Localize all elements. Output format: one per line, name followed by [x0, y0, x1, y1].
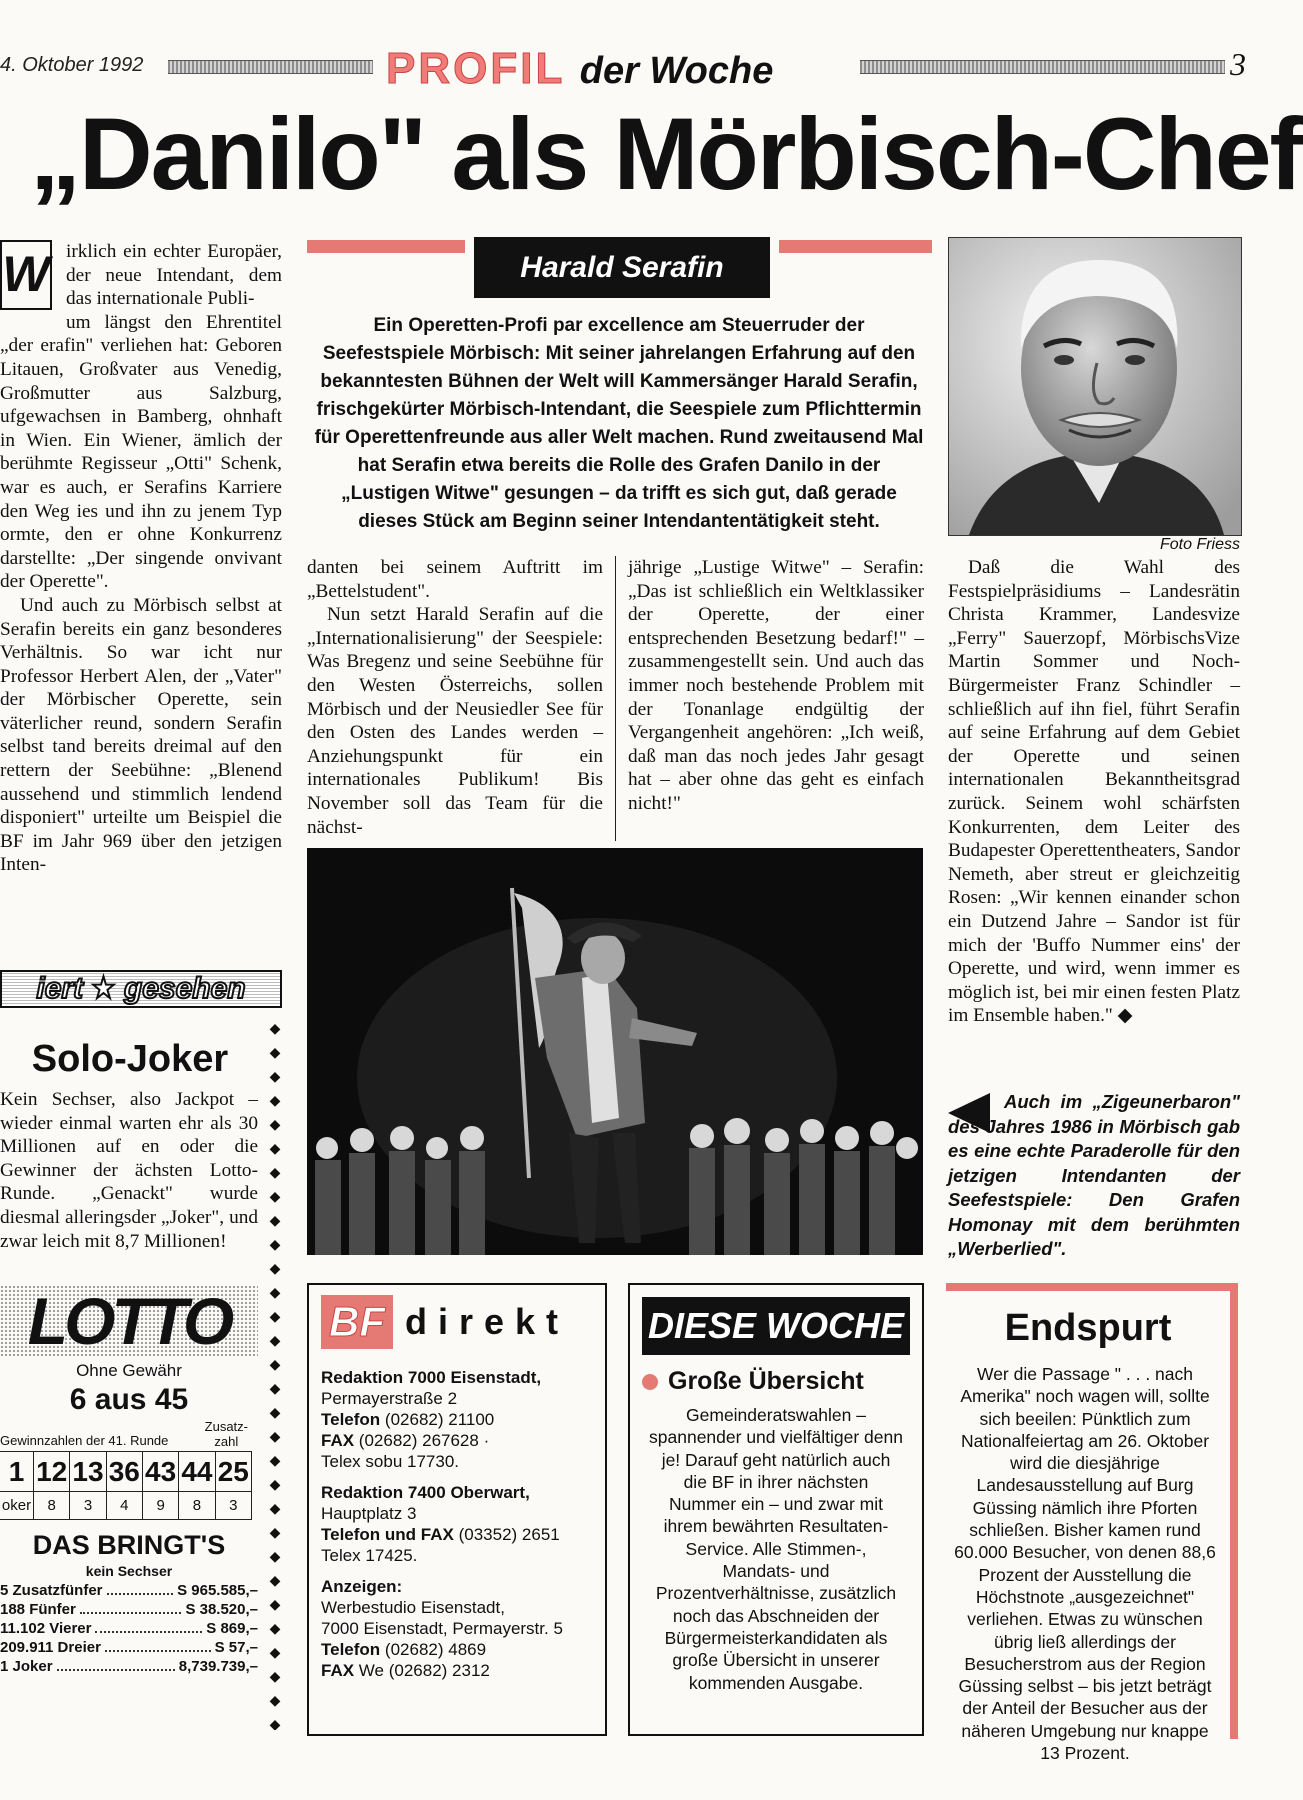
- byline: Harald Serafin: [474, 237, 770, 298]
- tel-number: (02682) 21100: [384, 1410, 495, 1429]
- diese-woche-title: DIESE WOCHE: [642, 1297, 910, 1355]
- contact-line: 7000 Eisenstadt, Permayerstr. 5: [321, 1619, 563, 1638]
- red-bullet-icon: [642, 1374, 658, 1390]
- portrait-illustration: [949, 238, 1241, 535]
- contact-heading: Redaktion 7000 Eisenstadt,: [321, 1368, 542, 1387]
- solo-joker-title: Solo-Joker: [31, 1038, 229, 1080]
- col3-paragraph-1: jährige „Lustige Witwe" – Serafin: „Das ist schließlich ein Weltklassiker der Operette, der einer entsprechenden Besetzung bedarf!" – zusammengestellt sein. Und auch das immer noch bestehende Problem mit der Tonanlage endgültig der Vergangenheit angehören: „Ich weiß, daß man das noch jedes Jahr gesagt hat – aber ohne das geht es einfach nicht!": [628, 557, 924, 814]
- tel-number: (03352) 2651: [458, 1525, 560, 1544]
- contact-telex: Telex 17425.: [321, 1546, 418, 1565]
- col2-paragraph-2: Nun setzt Harald Serafin auf die „Internationalisierung" der Seespiele: Was Bregenz und seine Seebühne für den Westen Österreichs, sollen Mörbisch und der Neusiedler See für den Osten des Landes werden – Anziehungspunkt für ein internationales Publikum! Bis November soll das Team für die nächst-: [307, 604, 603, 838]
- lotto-ohne-gewaehr: Ohne Gewähr: [76, 1361, 182, 1380]
- fax-number: (02682) 267628 ·: [358, 1431, 490, 1450]
- col2-article: [307, 556, 603, 839]
- diese-woche-text: Gemeinderatswahlen – spannender und vielfältiger denn je! Darauf geht natürlich auch die BF in ihrer nächsten Nummer ein – und zwar mit ihrem bewährten Resultaten-Service. Alle Stimmen-, Mandats- und Prozentverhältnisse, zusätzlich noch das Abschneiden der Bürgermeisterkandidaten als große Übersicht in unserer kommenden Ausgabe.: [649, 1405, 903, 1693]
- bf-contact-block: [321, 1576, 593, 1681]
- masthead-section: [386, 44, 773, 94]
- payout-label: 5 Zusatzfünfer: [0, 1582, 103, 1599]
- lotto-number: 36: [106, 1452, 142, 1492]
- bf-logo: BF: [321, 1295, 393, 1349]
- col4-article: [948, 556, 1240, 1028]
- lotto-number: 12: [34, 1452, 70, 1492]
- masthead-date: 4. Oktober 1992: [0, 54, 144, 76]
- lotto-zusatzzahl: 25: [215, 1452, 251, 1492]
- fax-label: FAX: [321, 1661, 355, 1680]
- col1-paragraph-2: Und auch zu Mörbisch selbst at Serafin bereits ein ganz besonderes Verhältnis. So war icht nur Professor Herbert Alen, der „Vater" der Mörbischer Operette, sein väterlicher reund, sondern Serafin selbst tand bereits dreimal auf den rettern der Seebühne: „Blenend aussehend und stimmlich lendend disponiert" urteilte um Beispiel die BF im Jahr 969 über den jetzigen Inten-: [0, 594, 282, 876]
- byline-bar-left: [307, 240, 465, 253]
- masthead-rule-right: [860, 60, 1225, 74]
- payout-value: S 38.520,–: [185, 1601, 258, 1618]
- bf-direkt-header: [321, 1295, 593, 1349]
- contact-line: Permayerstraße 2: [321, 1389, 458, 1408]
- contact-fax: [321, 1430, 593, 1451]
- col4-paragraph-1: Daß die Wahl des Festspielpräsidiums – Landesrätin Christa Krammer, Landesvize „Ferry" Sauerzopf, MörbischsVize Martin Sommer und Noch-Bürgermeister Franz Schindler – schließlich auf ihn fiel, führt Serafin auf seine Erfahrung auf dem Gebiet der Operette und seinen internationalen Bekanntheitsgrad zurück. Seinem wohl schärfsten Konkurrenten, dem Leiter des Budapester Operettentheaters, Sandor Nemeth, aber streut er gleichzeitig Rosen: „Wir kennen einander schon ein Dutzend Jahre – Sandor ist für mich der 'Buffo Nummer eins' der Operette, und wird, wenn immer es möglich ist, bei mir einen festen Platz im Ensemble haben." ◆: [948, 557, 1240, 1027]
- joker-digit: 4: [106, 1492, 142, 1520]
- section-der-woche: der Woche: [579, 50, 774, 92]
- photo-caption: Auch im „Zigeunerbaron" des Jahres 1986 in Mörbisch gab es eine echte Paraderolle für den jetzigen Intendanten der Seefestspiele: Den Grafen Homonay mit dem berühmten „Werberlied".: [948, 1091, 1240, 1259]
- col2-paragraph-1: danten bei seinem Auftritt im „Bettelstudent".: [307, 557, 603, 602]
- diese-woche-subhead: [642, 1367, 910, 1396]
- tel-number: (02682) 4869: [384, 1640, 487, 1659]
- bf-direkt-box: [307, 1283, 607, 1736]
- diamond-border: ◆ ◆ ◆ ◆ ◆ ◆ ◆ ◆ ◆ ◆ ◆ ◆ ◆ ◆ ◆ ◆ ◆ ◆ ◆ ◆ ◆ ◆ ◆ ◆ ◆ ◆ ◆ ◆ ◆ ◆: [269, 1022, 281, 1730]
- payout-label: 188 Fünfer: [0, 1601, 76, 1618]
- lotto-logo: LOTTO: [0, 1285, 258, 1357]
- stage-illustration: [307, 848, 923, 1255]
- lotto-number: 44: [179, 1452, 215, 1492]
- lotto-numbers-row: [0, 1452, 252, 1492]
- joker-label: oker: [0, 1492, 34, 1520]
- lotto-numbers-table: [0, 1451, 252, 1520]
- bf-contact-block: [321, 1482, 593, 1566]
- endspurt-box: [946, 1283, 1238, 1764]
- endspurt-text: Wer die Passage " . . . nach Amerika" noch wagen will, sollte sich beeilen: Pünktlich zum Nationalfeiertag am 26. Oktober wird die diesjährige Landesausstellung auf Burg Güssing nämlich ihre Pforten schließen. Bisher kamen rund 60.000 Besucher, von denen 88,6 Prozent der Ausstellung die Höchstnote „ausgezeichnet" verliehen. Etwas zu wünschen übrig ließ allerdings der Besucherstrom aus der Region Güssing selbst – bis jetzt beträgt der Anteil der Besucher aus der näheren Umgebung nur knappe 13 Prozent.: [954, 1364, 1216, 1764]
- section-profil: PROFIL: [386, 44, 566, 93]
- kein-sechser: kein Sechser: [85, 1563, 173, 1579]
- tel-label: Telefon und FAX: [321, 1525, 454, 1544]
- bf-direkt-title: direkt: [405, 1301, 570, 1342]
- lotto-labels: [0, 1419, 258, 1449]
- col1-paragraph-1a: irklich ein echter Europäer, der neue Intendant, dem das internationale Publi-: [66, 241, 282, 310]
- joker-row: [0, 1492, 252, 1520]
- col3-article: [628, 556, 924, 816]
- fax-label: FAX: [321, 1431, 355, 1450]
- gesehen-banner-text: iert ★ gesehen: [36, 972, 246, 1005]
- contact-heading: Redaktion 7400 Oberwart,: [321, 1483, 530, 1502]
- contact-line: Werbestudio Eisenstadt,: [321, 1598, 505, 1617]
- headline: „Danilo" als Mörbisch-Chef: [30, 97, 1302, 211]
- dropcap: W: [2, 246, 50, 303]
- fax-number: We (02682) 2312: [358, 1661, 490, 1680]
- gesehen-banner: [0, 970, 282, 1008]
- payout-row: [0, 1657, 258, 1676]
- photo-credit: Foto Friess: [1159, 536, 1240, 553]
- joker-digit: 8: [179, 1492, 215, 1520]
- payout-value: S 57,–: [214, 1639, 258, 1656]
- col1-paragraph-1b: um längst den Ehrentitel „der erafin" verliehen hat: Geboren Litauen, Großvater aus Venedig, Großmutter aus Salzburg, ufgewachsen in Bamberg, ohnhaft in Wien. Ein Wiener, ämlich der berühmte Regisseur „Otti" Schenk, war es auch, er Serafins Karriere den Weg ies und ihn zu jenem Typ ormte, den er ohne Konkurrenz darstellte: „Der singende onvivant der Operette".: [0, 311, 282, 593]
- payout-value: S 869,–: [206, 1620, 258, 1637]
- joker-digit: 3: [215, 1492, 251, 1520]
- bf-contact-block: [321, 1367, 593, 1472]
- das-bringts-title: DAS BRINGT'S: [32, 1530, 226, 1560]
- byline-bar-right: [779, 240, 932, 253]
- page-number: 3: [1230, 46, 1246, 82]
- masthead-rule-left: [168, 60, 373, 74]
- contact-tel: [321, 1409, 593, 1430]
- dropcap-box: [0, 240, 52, 310]
- payout-list: [0, 1581, 258, 1676]
- joker-digit: 8: [34, 1492, 70, 1520]
- payout-label: 209.911 Dreier: [0, 1639, 101, 1656]
- diese-woche-box: [628, 1283, 924, 1736]
- lotto-box: [0, 1285, 258, 1740]
- col-separator-2-3: [615, 556, 616, 841]
- payout-row: [0, 1581, 258, 1600]
- joker-digit: 9: [142, 1492, 178, 1520]
- endspurt-frame-top: [946, 1283, 1238, 1291]
- solo-joker-text: Kein Sechser, also Jackpot – wieder einmal warten ehr als 30 Millionen auf en oder die Gewinner der ächsten Lotto-Runde. „Genackt" wurde diesmal alleringsder „Joker", und zwar leich mit 8,7 Millionen!: [0, 1089, 258, 1252]
- payout-label: 1 Joker: [0, 1658, 53, 1675]
- lotto-number: 13: [70, 1452, 106, 1492]
- lotto-draw-label: Gewinnzahlen der 41. Runde: [0, 1433, 169, 1448]
- stage-photo: [307, 848, 923, 1255]
- lotto-number: 1: [0, 1452, 34, 1492]
- lotto-zusatz-label: Zusatz- zahl: [204, 1419, 248, 1449]
- contact-fax: [321, 1660, 593, 1681]
- payout-row: [0, 1638, 258, 1657]
- tel-label: Telefon: [321, 1410, 381, 1429]
- contact-heading: Anzeigen:: [321, 1577, 403, 1596]
- lead-paragraph: Ein Operetten-Profi par excellence am Steuerruder der Seefestspiele Mörbisch: Mit seiner jahrelangen Erfahrung auf den bekanntesten Bühnen der Welt will Kammersänger Harald Serafin, frischgekürter Mörbisch-Intendant, die Seespiele zum Pflichttermin für Operettenfreunde aus aller Welt machen. Rund zweitausend Mal hat Serafin etwa bereits die Rolle des Grafen Danilo in der „Lustigen Witwe" gesungen – da trifft es sich gut, daß gerade dieses Stück am Beginn seiner Intendantentätigkeit steht.: [314, 315, 924, 532]
- endspurt-title: Endspurt: [1004, 1307, 1172, 1349]
- joker-digit: 3: [70, 1492, 106, 1520]
- diese-woche-subtitle: Große Übersicht: [668, 1367, 864, 1395]
- payout-label: 11.102 Vierer: [0, 1620, 92, 1637]
- col1-article: [0, 240, 282, 877]
- payout-value: 8,739.739,–: [178, 1658, 258, 1675]
- payout-row: [0, 1600, 258, 1619]
- contact-telex: Telex sobu 17730.: [321, 1452, 459, 1471]
- endspurt-frame-right: [1230, 1283, 1238, 1739]
- payout-row: [0, 1619, 258, 1638]
- tel-label: Telefon: [321, 1640, 381, 1659]
- lotto-number: 43: [142, 1452, 178, 1492]
- portrait-photo: [948, 237, 1242, 536]
- contact-line: Hauptplatz 3: [321, 1504, 417, 1523]
- contact-tel: [321, 1524, 593, 1545]
- payout-value: S 965.585,–: [177, 1582, 258, 1599]
- lotto-game: 6 aus 45: [69, 1383, 189, 1416]
- contact-tel: [321, 1639, 593, 1660]
